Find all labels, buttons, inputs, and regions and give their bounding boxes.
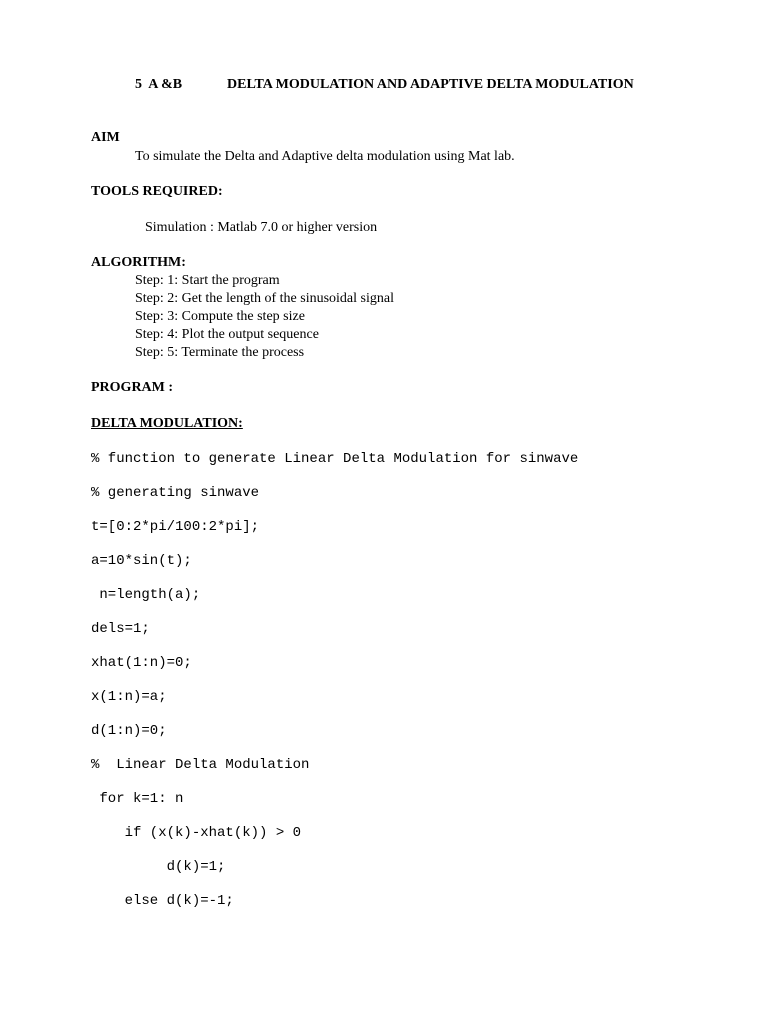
code-line: xhat(1:n)=0;: [91, 655, 192, 671]
code-line: d(1:n)=0;: [91, 723, 167, 739]
code-line: dels=1;: [91, 621, 150, 637]
program-heading: PROGRAM :: [91, 380, 174, 395]
algorithm-step: Step: 5: Terminate the process: [135, 345, 305, 360]
code-line: else d(k)=-1;: [91, 893, 234, 909]
code-line: d(k)=1;: [91, 859, 226, 875]
code-line: x(1:n)=a;: [91, 689, 167, 705]
title-number: 5 A &B: [135, 77, 183, 92]
algorithm-step: Step: 4: Plot the output sequence: [135, 327, 319, 342]
code-line: % Linear Delta Modulation: [91, 757, 310, 773]
tools-heading: TOOLS REQUIRED:: [91, 184, 223, 199]
tools-text: Simulation : Matlab 7.0 or higher version: [145, 220, 378, 235]
aim-heading: AIM: [91, 130, 120, 145]
aim-text: To simulate the Delta and Adaptive delta modulation using Mat lab.: [135, 149, 515, 164]
algorithm-step: Step: 1: Start the program: [135, 273, 280, 288]
delta-modulation-heading: DELTA MODULATION:: [91, 416, 243, 431]
algorithm-step: Step: 3: Compute the step size: [135, 309, 305, 324]
code-line: t=[0:2*pi/100:2*pi];: [91, 519, 260, 535]
algorithm-heading: ALGORITHM:: [91, 255, 186, 270]
code-line: a=10*sin(t);: [91, 553, 192, 569]
code-line: if (x(k)-xhat(k)) > 0: [91, 825, 302, 841]
code-line: % function to generate Linear Delta Modulation for sinwave: [91, 451, 579, 467]
code-line: % generating sinwave: [91, 485, 260, 501]
algorithm-step: Step: 2: Get the length of the sinusoidal signal: [135, 291, 394, 306]
page-title: DELTA MODULATION AND ADAPTIVE DELTA MODULATION: [227, 77, 634, 92]
code-line: for k=1: n: [91, 791, 184, 807]
code-line: n=length(a);: [91, 587, 201, 603]
